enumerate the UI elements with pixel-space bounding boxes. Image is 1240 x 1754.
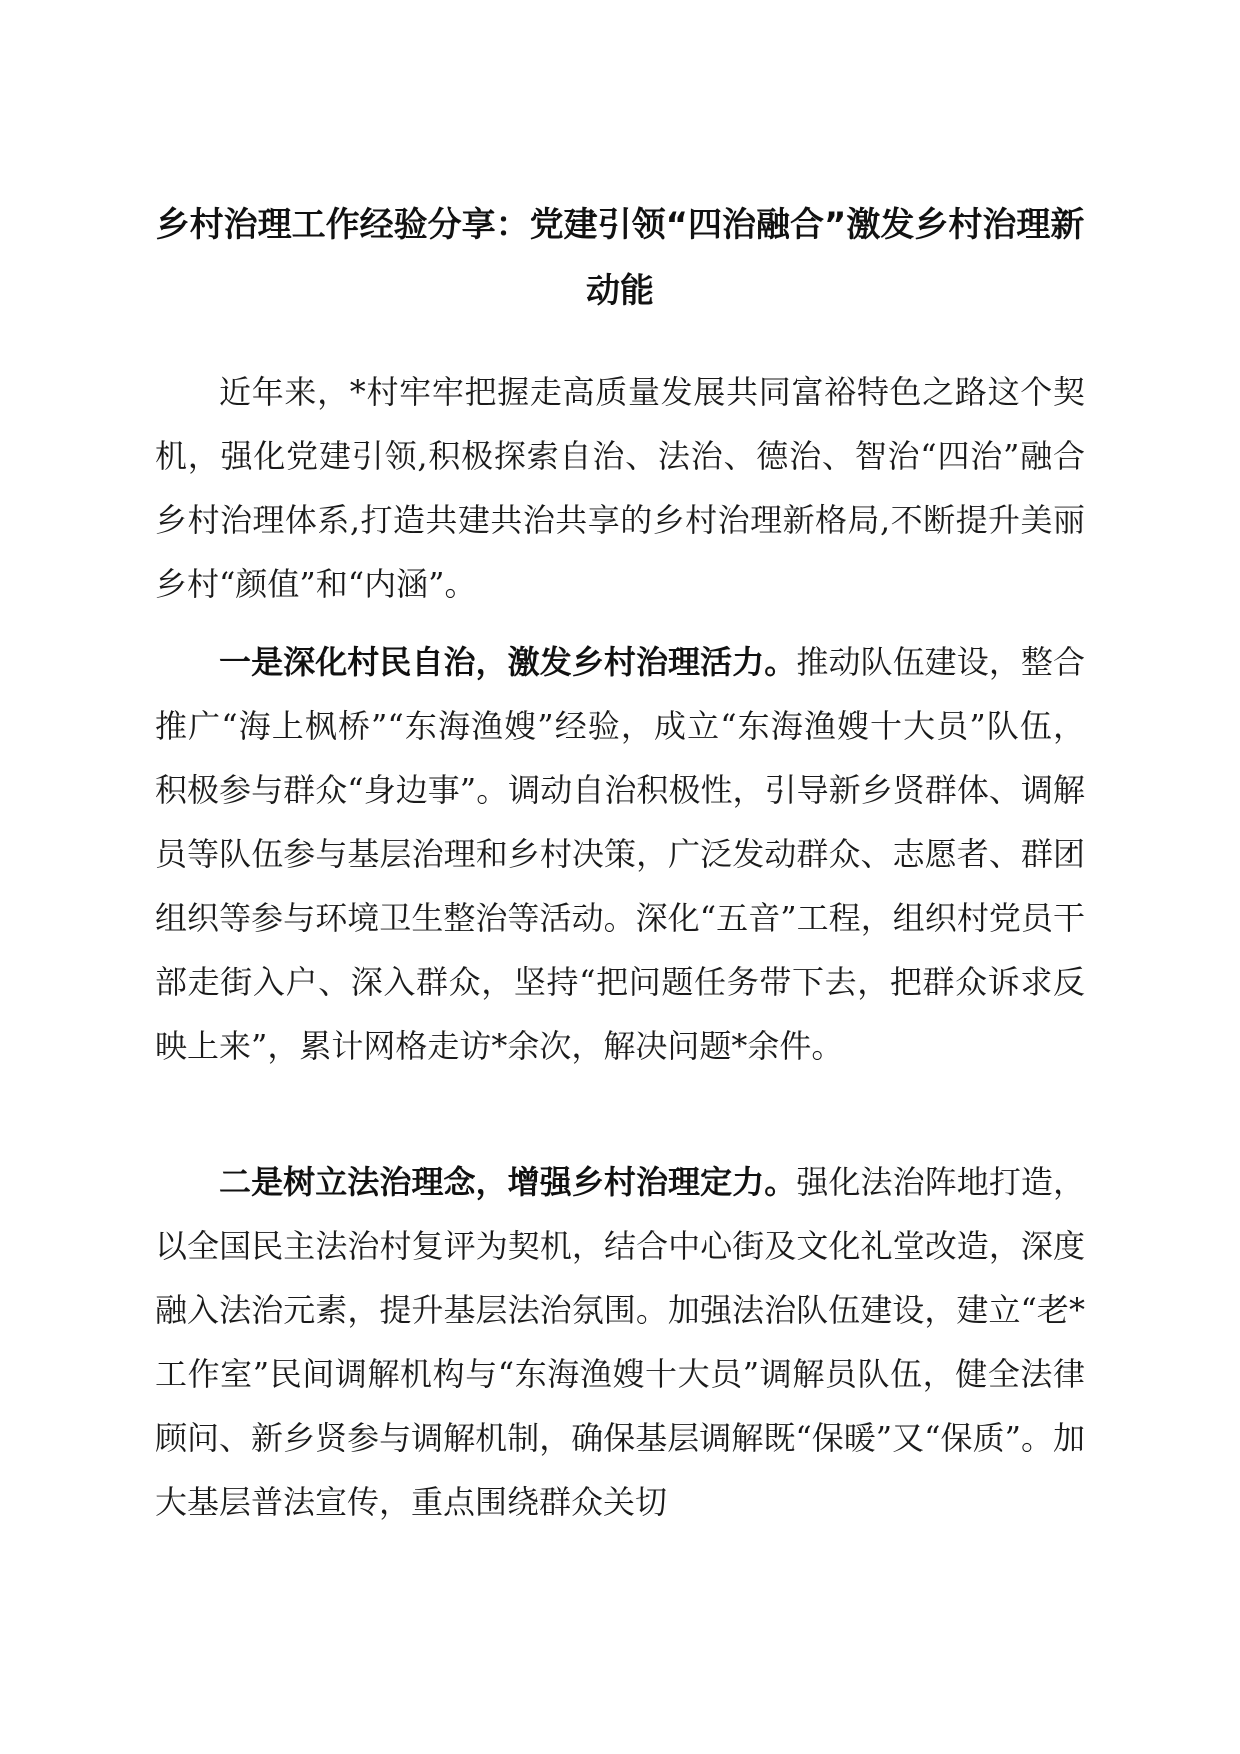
document-title: 乡村治理工作经验分享：党建引领“四治融合”激发乡村治理新动能	[155, 205, 1085, 311]
paragraph-body: 强化法治阵地打造，以全国民主法治村复评为契机，结合中心街及文化礼堂改造，深度融入法治元素，提升基层法治氛围。加强法治队伍建设，建立“老*工作室”民间调解机构与“东海渔嫂十大员”调解员队伍，健全法律顾问、新乡贤参与调解机制，确保基层调解既“保暖”又“保质”。加大基层普法宣传，重点围绕群众关切	[155, 1163, 1085, 1521]
paragraph-body: 推动队伍建设，整合推广“海上枫桥”“东海渔嫂”经验，成立“东海渔嫂十大员”队伍，积极参与群众“身边事”。调动自治积极性，引导新乡贤群体、调解员等队伍参与基层治理和乡村决策，广泛发动群众、志愿者、群团组织等参与环境卫生整治等活动。深化“五音”工程，组织村党员干部走街入户、深入群众，坚持“把问题任务带下去，把群众诉求反映上来”，累计网格走访*余次，解决问题*余件。	[155, 643, 1085, 1065]
paragraph-lead: 一是深化村民自治，激发乡村治理活力。	[219, 643, 797, 681]
paragraph-lead: 二是树立法治理念，增强乡村治理定力。	[219, 1163, 797, 1201]
paragraph-rule-of-law	[155, 1150, 1085, 1534]
paragraph-self-governance	[155, 630, 1085, 1078]
paragraph-body: 近年来，*村牢牢把握走高质量发展共同富裕特色之路这个契机，强化党建引领,积极探索自治、法治、德治、智治“四治”融合乡村治理体系,打造共建共治共享的乡村治理新格局,不断提升美丽乡村“颜值”和“内涵”。	[155, 373, 1085, 603]
paragraph-intro	[155, 360, 1085, 616]
